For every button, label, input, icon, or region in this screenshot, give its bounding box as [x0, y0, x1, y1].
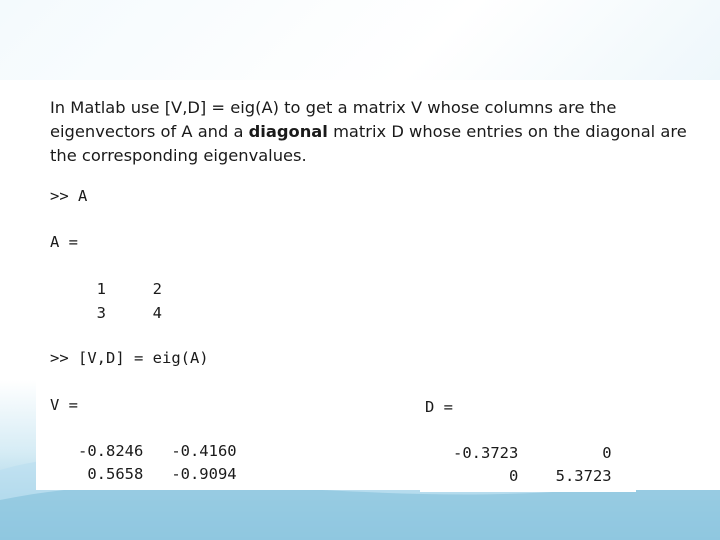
- matrix-d-header: D =: [425, 398, 453, 416]
- command-eig: >> [V,D] = eig(A): [50, 349, 209, 367]
- intro-text-part1: In Matlab use [V,D] = eig(A) to get a matrix V whose columns are the eigenvectors of A and a: [50, 98, 617, 141]
- matrix-a-header: A =: [50, 233, 78, 251]
- command-show-a: >> A: [50, 187, 88, 205]
- matrix-v-row-1: -0.8246 -0.4160: [50, 442, 237, 460]
- intro-bold-word: diagonal: [248, 122, 328, 141]
- matrix-d-row-2: 0 5.3723: [425, 467, 612, 485]
- matrix-v-header: V =: [50, 396, 78, 414]
- intro-text-part2: matrix D whose entries on the diagonal are the corresponding eigenvalues.: [50, 122, 687, 165]
- intro-paragraph: [50, 96, 715, 168]
- matrix-a-row-2: 3 4: [50, 304, 162, 322]
- matrix-d-row-1: -0.3723 0: [425, 444, 612, 462]
- matrix-v-row-2: 0.5658 -0.9094: [50, 465, 237, 483]
- slide-background-top: [0, 0, 720, 80]
- matrix-a-row-1: 1 2: [50, 280, 162, 298]
